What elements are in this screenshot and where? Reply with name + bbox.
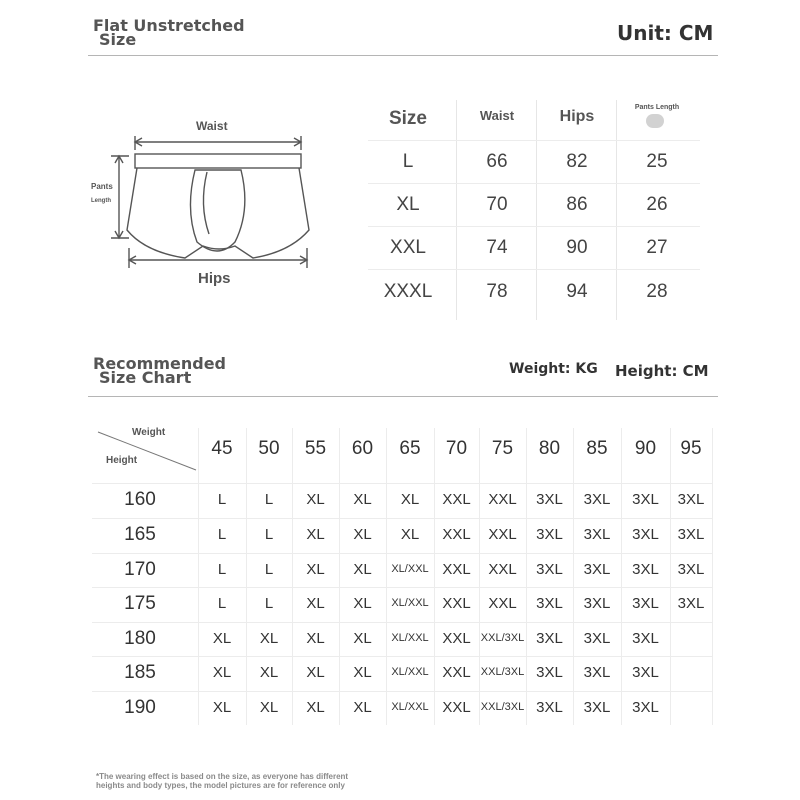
hips-cell: 86 [566, 194, 588, 215]
hips-cell: 90 [566, 237, 588, 258]
chart-row-divider [92, 656, 712, 657]
recommended-title-line2: Size Chart [99, 368, 192, 387]
size-recommendation-cell: 3XL [536, 630, 563, 647]
chart-row-divider [92, 587, 712, 588]
size-recommendation-cell: XXL [488, 491, 517, 508]
size-recommendation-cell: XXL [442, 699, 471, 716]
flat-size-title-line1: Flat Unstretched [93, 16, 245, 35]
size-recommendation-cell: 3XL [536, 526, 563, 543]
size-recommendation-cell: XXL [488, 526, 517, 543]
size-recommendation-cell: 3XL [632, 699, 659, 716]
size-recommendation-cell: XL [306, 595, 325, 612]
height-row-label: 180 [124, 628, 156, 649]
footnote-line1: *The wearing effect is based on the size, as everyone has different [96, 772, 349, 781]
chart-row-divider [92, 518, 712, 519]
hips-header: Hips [559, 108, 595, 125]
size-recommendation-cell: XXL/3XL [480, 632, 525, 644]
size-recommendation-cell: 3XL [583, 595, 611, 612]
size-recommendation-cell: 3XL [677, 561, 705, 578]
chart-column-divider [386, 428, 387, 725]
size-recommendation-cell: XL [353, 699, 372, 716]
size-recommendation-cell: 3XL [632, 491, 659, 508]
waist-label: Waist [196, 119, 228, 133]
size-recommendation-cell: XXL [442, 491, 471, 508]
size-recommendation-cell: 3XL [583, 664, 611, 681]
weight-column-header: 70 [445, 438, 468, 459]
size-recommendation-cell: 3XL [583, 630, 611, 647]
size-recommendation-cell: XL [353, 664, 372, 681]
size-recommendation-cell: L [264, 561, 274, 578]
weight-column-header: 95 [680, 438, 702, 459]
size-recommendation-cell: XL/XXL [391, 666, 429, 678]
waist-cell: 78 [486, 281, 508, 302]
size-recommendation-cell: XL [212, 699, 232, 716]
flat-size-title-line2: Size [99, 30, 137, 49]
weight-column-header: 50 [258, 438, 280, 459]
size-table-divider [368, 140, 700, 141]
size-recommendation-cell: 3XL [583, 561, 611, 578]
weight-column-header: 90 [634, 438, 657, 459]
corner-weight-label: Weight [132, 427, 166, 438]
size-recommendation-cell: XL [306, 630, 325, 647]
size-recommendation-cell: XL [353, 595, 372, 612]
size-recommendation-cell: XL [353, 491, 372, 508]
size-recommendation-cell: 3XL [536, 595, 563, 612]
weight-column-header: 80 [538, 438, 561, 459]
size-recommendation-cell: XXL [488, 561, 517, 578]
size-recommendation-cell: XXL [442, 664, 471, 681]
weight-column-header: 45 [211, 438, 233, 459]
size-recommendation-cell: L [217, 526, 227, 543]
size-recommendation-cell: 3XL [583, 526, 611, 543]
size-recommendation-cell: XL [400, 491, 420, 508]
size-recommendation-cell: XL [306, 561, 325, 578]
size-recommendation-cell: XXL [442, 561, 471, 578]
weight-column-header: 75 [491, 438, 514, 459]
size-recommendation-cell: XXL [488, 595, 517, 612]
height-row-label: 170 [124, 559, 156, 580]
corner-height-label: Height [106, 455, 138, 466]
size-recommendation-cell: XL [212, 664, 232, 681]
size-recommendation-cell: XL [259, 699, 279, 716]
chart-row-divider [92, 622, 712, 623]
size-recommendation-cell: XL [259, 630, 279, 647]
size-recommendation-cell: L [217, 491, 227, 508]
size-recommendation-cell: L [264, 595, 274, 612]
pants-length-header-icon [646, 114, 664, 128]
chart-row-divider [92, 483, 712, 484]
height-row-label: 190 [124, 697, 156, 718]
recommended-title [93, 354, 226, 387]
size-recommendation-cell: 3XL [632, 561, 659, 578]
size-cell: L [402, 151, 414, 172]
flat-size-title [93, 16, 245, 49]
size-cell: XXXL [383, 281, 433, 302]
size-recommendation-cell: XL [306, 491, 325, 508]
size-recommendation-cell: XL [353, 561, 372, 578]
size-recommendation-cell: 3XL [632, 595, 659, 612]
size-recommendation-cell: L [264, 526, 274, 543]
size-recommendation-cell: XL [212, 630, 232, 647]
size-recommendation-cell: XL [353, 630, 372, 647]
shorts-diagram [85, 110, 315, 290]
pants-length-cell: 28 [646, 281, 668, 302]
size-recommendation-cell: XXL/3XL [480, 701, 525, 713]
size-recommendation-cell: XXL [442, 595, 471, 612]
height-row-label: 175 [124, 593, 156, 614]
footnote-line2: heights and body types, the model pictures are for reference only [96, 781, 345, 790]
pants-length-cell: 25 [646, 151, 668, 172]
size-recommendation-cell: 3XL [632, 630, 659, 647]
pants-length-label-line2: Length [91, 198, 111, 204]
chart-column-divider [712, 428, 713, 725]
size-table-divider [368, 269, 700, 270]
size-recommendation-cell: XL [400, 526, 420, 543]
weight-column-header: 65 [399, 438, 421, 459]
weight-column-header: 60 [351, 438, 374, 459]
waist-cell: 66 [486, 151, 508, 172]
waist-cell: 70 [486, 194, 508, 215]
size-recommendation-cell: 3XL [536, 561, 563, 578]
size-header: Size [388, 108, 428, 129]
size-recommendation-cell: 3XL [536, 699, 563, 716]
size-recommendation-cell: L [217, 595, 227, 612]
size-table-divider [368, 183, 700, 184]
size-recommendation-cell: XXL [442, 526, 471, 543]
weight-unit-label: Weight: KG [509, 361, 598, 377]
size-recommendation-cell: XL [306, 526, 325, 543]
size-recommendation-cell: XL/XXL [391, 701, 429, 713]
size-recommendation-cell: XL/XXL [391, 563, 429, 575]
pants-length-label-line1: Pants [91, 182, 113, 191]
footnote [96, 772, 348, 790]
waist-header: Waist [479, 108, 515, 123]
chart-row-divider [92, 691, 712, 692]
height-unit-label: Height: CM [615, 362, 709, 380]
size-recommendation-cell: XL/XXL [391, 597, 429, 609]
size-recommendation-cell: 3XL [632, 664, 659, 681]
pants-length-cell: 26 [646, 194, 668, 215]
pants-length-cell: 27 [646, 237, 668, 258]
size-recommendation-cell: 3XL [536, 664, 563, 681]
size-recommendation-cell: 3XL [677, 491, 705, 508]
size-recommendation-cell: 3XL [583, 699, 611, 716]
weight-column-header: 85 [586, 438, 608, 459]
weight-column-header: 55 [304, 438, 327, 459]
size-recommendation-cell: XL [259, 664, 279, 681]
middle-divider [88, 396, 718, 397]
waist-cell: 74 [486, 237, 508, 258]
size-recommendation-cell: 3XL [677, 526, 705, 543]
recommended-title-line1: Recommended [93, 354, 226, 373]
size-recommendation-cell: L [264, 491, 274, 508]
chart-row-divider [92, 553, 712, 554]
size-recommendation-cell: XL [306, 699, 325, 716]
size-recommendation-cell: XL/XXL [391, 632, 429, 644]
size-recommendation-cell: L [217, 561, 227, 578]
pants-length-header: Pants Length [634, 104, 680, 111]
size-recommendation-cell: 3XL [583, 491, 611, 508]
size-recommendation-cell: XL [306, 664, 325, 681]
size-recommendation-cell: XXL [442, 630, 471, 647]
hips-cell: 94 [566, 281, 588, 302]
size-recommendation-cell: XXL/3XL [480, 666, 525, 678]
size-recommendation-cell: XL [353, 526, 372, 543]
top-divider [88, 55, 718, 56]
height-row-label: 165 [124, 524, 156, 545]
size-cell: XXL [390, 237, 426, 258]
size-cell: XL [396, 194, 420, 215]
height-row-label: 185 [124, 662, 156, 683]
size-recommendation-cell: 3XL [536, 491, 563, 508]
hips-label: Hips [198, 270, 231, 287]
size-recommendation-cell: 3XL [632, 526, 659, 543]
height-row-label: 160 [124, 489, 156, 510]
unit-label: Unit: CM [617, 21, 714, 45]
pants-length-label [91, 179, 113, 209]
hips-cell: 82 [566, 151, 588, 172]
size-recommendation-cell: 3XL [677, 595, 705, 612]
size-table-divider [368, 226, 700, 227]
